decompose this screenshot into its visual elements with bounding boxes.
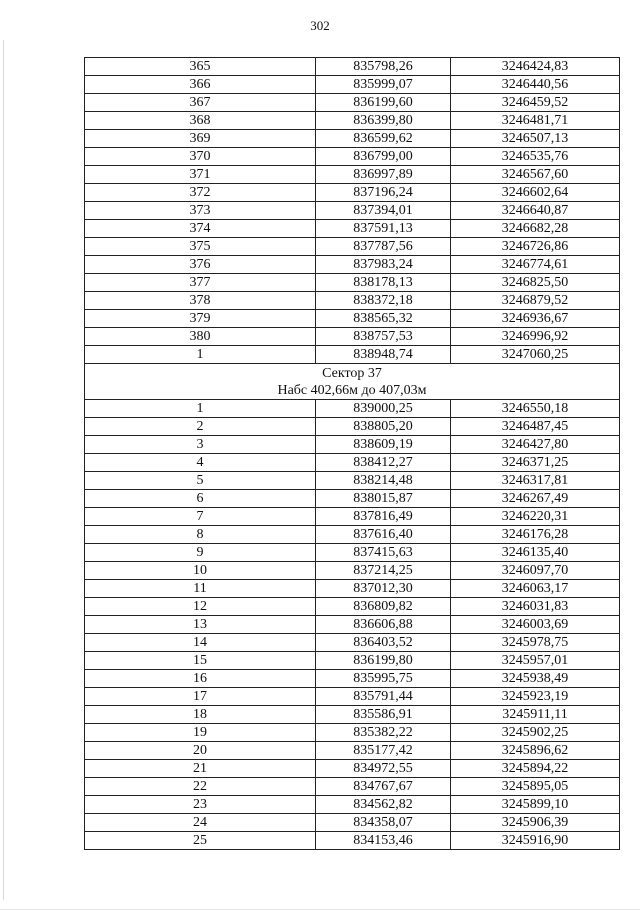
point-number-cell: 2 [85,418,316,436]
x-coordinate-cell: 837591,13 [316,220,451,238]
table-row [85,688,620,706]
point-number-cell: 22 [85,778,316,796]
y-coordinate-cell: 3246487,45 [451,418,620,436]
x-coordinate-cell: 835177,42 [316,742,451,760]
x-coordinate-cell: 837214,25 [316,562,451,580]
x-coordinate-cell: 835791,44 [316,688,451,706]
point-number-cell: 23 [85,796,316,814]
x-coordinate-cell: 836599,62 [316,130,451,148]
x-coordinate-cell: 837787,56 [316,238,451,256]
y-coordinate-cell: 3245906,39 [451,814,620,832]
table-row [85,742,620,760]
y-coordinate-cell: 3246726,86 [451,238,620,256]
x-coordinate-cell: 838412,27 [316,454,451,472]
x-coordinate-cell: 837415,63 [316,544,451,562]
table-row [85,472,620,490]
x-coordinate-cell: 836606,88 [316,616,451,634]
table-row [85,184,620,202]
rows-after-section [85,400,620,850]
x-coordinate-cell: 836403,52 [316,634,451,652]
point-number-cell: 8 [85,526,316,544]
x-coordinate-cell: 837983,24 [316,256,451,274]
y-coordinate-cell: 3246682,28 [451,220,620,238]
y-coordinate-cell: 3246097,70 [451,562,620,580]
x-coordinate-cell: 838214,48 [316,472,451,490]
y-coordinate-cell: 3246424,83 [451,58,620,76]
y-coordinate-cell: 3245978,75 [451,634,620,652]
x-coordinate-cell: 834153,46 [316,832,451,850]
y-coordinate-cell: 3246427,80 [451,436,620,454]
point-number-cell: 372 [85,184,316,202]
table-row [85,220,620,238]
y-coordinate-cell: 3246317,81 [451,472,620,490]
point-number-cell: 11 [85,580,316,598]
x-coordinate-cell: 836199,60 [316,94,451,112]
table-row [85,760,620,778]
point-number-cell: 373 [85,202,316,220]
y-coordinate-cell: 3245894,22 [451,760,620,778]
y-coordinate-cell: 3246003,69 [451,616,620,634]
point-number-cell: 10 [85,562,316,580]
x-coordinate-cell: 834767,67 [316,778,451,796]
x-coordinate-cell: 835999,07 [316,76,451,94]
table-row [85,238,620,256]
point-number-cell: 15 [85,652,316,670]
y-coordinate-cell: 3245895,05 [451,778,620,796]
y-coordinate-cell: 3246567,60 [451,166,620,184]
table-row [85,724,620,742]
point-number-cell: 365 [85,58,316,76]
table-row [85,814,620,832]
x-coordinate-cell: 836997,89 [316,166,451,184]
table-row [85,544,620,562]
x-coordinate-cell: 836399,80 [316,112,451,130]
y-coordinate-cell: 3246220,31 [451,508,620,526]
section-header-cell [85,364,620,400]
y-coordinate-cell: 3246550,18 [451,400,620,418]
y-coordinate-cell: 3246063,17 [451,580,620,598]
section-header-group [85,364,620,400]
y-coordinate-cell: 3246825,50 [451,274,620,292]
x-coordinate-cell: 838609,19 [316,436,451,454]
section-subtitle: Набс 402,66м до 407,03м [277,382,427,398]
point-number-cell: 16 [85,670,316,688]
table-row [85,616,620,634]
coordinates-table [84,57,620,850]
y-coordinate-cell: 3246440,56 [451,76,620,94]
table-row [85,670,620,688]
y-coordinate-cell: 3246135,40 [451,544,620,562]
table-row [85,310,620,328]
point-number-cell: 18 [85,706,316,724]
point-number-cell: 375 [85,238,316,256]
point-number-cell: 367 [85,94,316,112]
table-row [85,706,620,724]
section-header-row [85,364,620,400]
table-row [85,94,620,112]
point-number-cell: 5 [85,472,316,490]
point-number-cell: 12 [85,598,316,616]
x-coordinate-cell: 838948,74 [316,346,451,364]
y-coordinate-cell: 3245957,01 [451,652,620,670]
table-row [85,58,620,76]
x-coordinate-cell: 839000,25 [316,400,451,418]
y-coordinate-cell: 3246031,83 [451,598,620,616]
y-coordinate-cell: 3245902,25 [451,724,620,742]
point-number-cell: 24 [85,814,316,832]
table-row [85,256,620,274]
y-coordinate-cell: 3246640,87 [451,202,620,220]
point-number-cell: 1 [85,400,316,418]
y-coordinate-cell: 3246371,25 [451,454,620,472]
y-coordinate-cell: 3246267,49 [451,490,620,508]
point-number-cell: 371 [85,166,316,184]
page-number: 302 [310,18,330,33]
y-coordinate-cell: 3245923,19 [451,688,620,706]
y-coordinate-cell: 3245899,10 [451,796,620,814]
y-coordinate-cell: 3246459,52 [451,94,620,112]
table-row [85,112,620,130]
table-row [85,598,620,616]
point-number-cell: 7 [85,508,316,526]
x-coordinate-cell: 836799,00 [316,148,451,166]
table-row [85,346,620,364]
point-number-cell: 379 [85,310,316,328]
point-number-cell: 370 [85,148,316,166]
y-coordinate-cell: 3246602,64 [451,184,620,202]
table-row [85,778,620,796]
table-row [85,526,620,544]
table-row [85,562,620,580]
table-row [85,292,620,310]
table-row [85,130,620,148]
point-number-cell: 1 [85,346,316,364]
section-title: Сектор 37 [322,365,382,381]
point-number-cell: 3 [85,436,316,454]
x-coordinate-cell: 838015,87 [316,490,451,508]
rows-before-section [85,58,620,364]
table-row [85,400,620,418]
table-row [85,796,620,814]
x-coordinate-cell: 838805,20 [316,418,451,436]
y-coordinate-cell: 3245938,49 [451,670,620,688]
point-number-cell: 368 [85,112,316,130]
point-number-cell: 20 [85,742,316,760]
y-coordinate-cell: 3246481,71 [451,112,620,130]
y-coordinate-cell: 3245911,11 [451,706,620,724]
point-number-cell: 21 [85,760,316,778]
point-number-cell: 25 [85,832,316,850]
x-coordinate-cell: 835586,91 [316,706,451,724]
x-coordinate-cell: 838565,32 [316,310,451,328]
x-coordinate-cell: 835995,75 [316,670,451,688]
x-coordinate-cell: 836809,82 [316,598,451,616]
table-row [85,202,620,220]
table-row [85,418,620,436]
point-number-cell: 380 [85,328,316,346]
x-coordinate-cell: 836199,80 [316,652,451,670]
y-coordinate-cell: 3246535,76 [451,148,620,166]
point-number-cell: 19 [85,724,316,742]
table-row [85,832,620,850]
table-row [85,76,620,94]
table-row [85,652,620,670]
y-coordinate-cell: 3247060,25 [451,346,620,364]
point-number-cell: 376 [85,256,316,274]
x-coordinate-cell: 835798,26 [316,58,451,76]
x-coordinate-cell: 838372,18 [316,292,451,310]
scan-edge-bottom [0,909,640,910]
table-row [85,166,620,184]
y-coordinate-cell: 3246507,13 [451,130,620,148]
point-number-cell: 17 [85,688,316,706]
y-coordinate-cell: 3245896,62 [451,742,620,760]
point-number-cell: 14 [85,634,316,652]
table-row [85,436,620,454]
x-coordinate-cell: 838757,53 [316,328,451,346]
y-coordinate-cell: 3246879,52 [451,292,620,310]
point-number-cell: 4 [85,454,316,472]
x-coordinate-cell: 834358,07 [316,814,451,832]
table-row [85,490,620,508]
x-coordinate-cell: 837816,49 [316,508,451,526]
x-coordinate-cell: 834972,55 [316,760,451,778]
x-coordinate-cell: 837012,30 [316,580,451,598]
table-row [85,580,620,598]
point-number-cell: 374 [85,220,316,238]
y-coordinate-cell: 3246176,28 [451,526,620,544]
point-number-cell: 366 [85,76,316,94]
x-coordinate-cell: 837616,40 [316,526,451,544]
point-number-cell: 369 [85,130,316,148]
table-row [85,148,620,166]
scan-edge-left [3,40,4,900]
point-number-cell: 378 [85,292,316,310]
x-coordinate-cell: 837394,01 [316,202,451,220]
x-coordinate-cell: 834562,82 [316,796,451,814]
x-coordinate-cell: 837196,24 [316,184,451,202]
y-coordinate-cell: 3246774,61 [451,256,620,274]
x-coordinate-cell: 835382,22 [316,724,451,742]
point-number-cell: 6 [85,490,316,508]
table-row [85,328,620,346]
y-coordinate-cell: 3246936,67 [451,310,620,328]
point-number-cell: 377 [85,274,316,292]
point-number-cell: 9 [85,544,316,562]
table-row [85,508,620,526]
table-row [85,634,620,652]
table-row [85,454,620,472]
table-row [85,274,620,292]
y-coordinate-cell: 3245916,90 [451,832,620,850]
y-coordinate-cell: 3246996,92 [451,328,620,346]
x-coordinate-cell: 838178,13 [316,274,451,292]
point-number-cell: 13 [85,616,316,634]
